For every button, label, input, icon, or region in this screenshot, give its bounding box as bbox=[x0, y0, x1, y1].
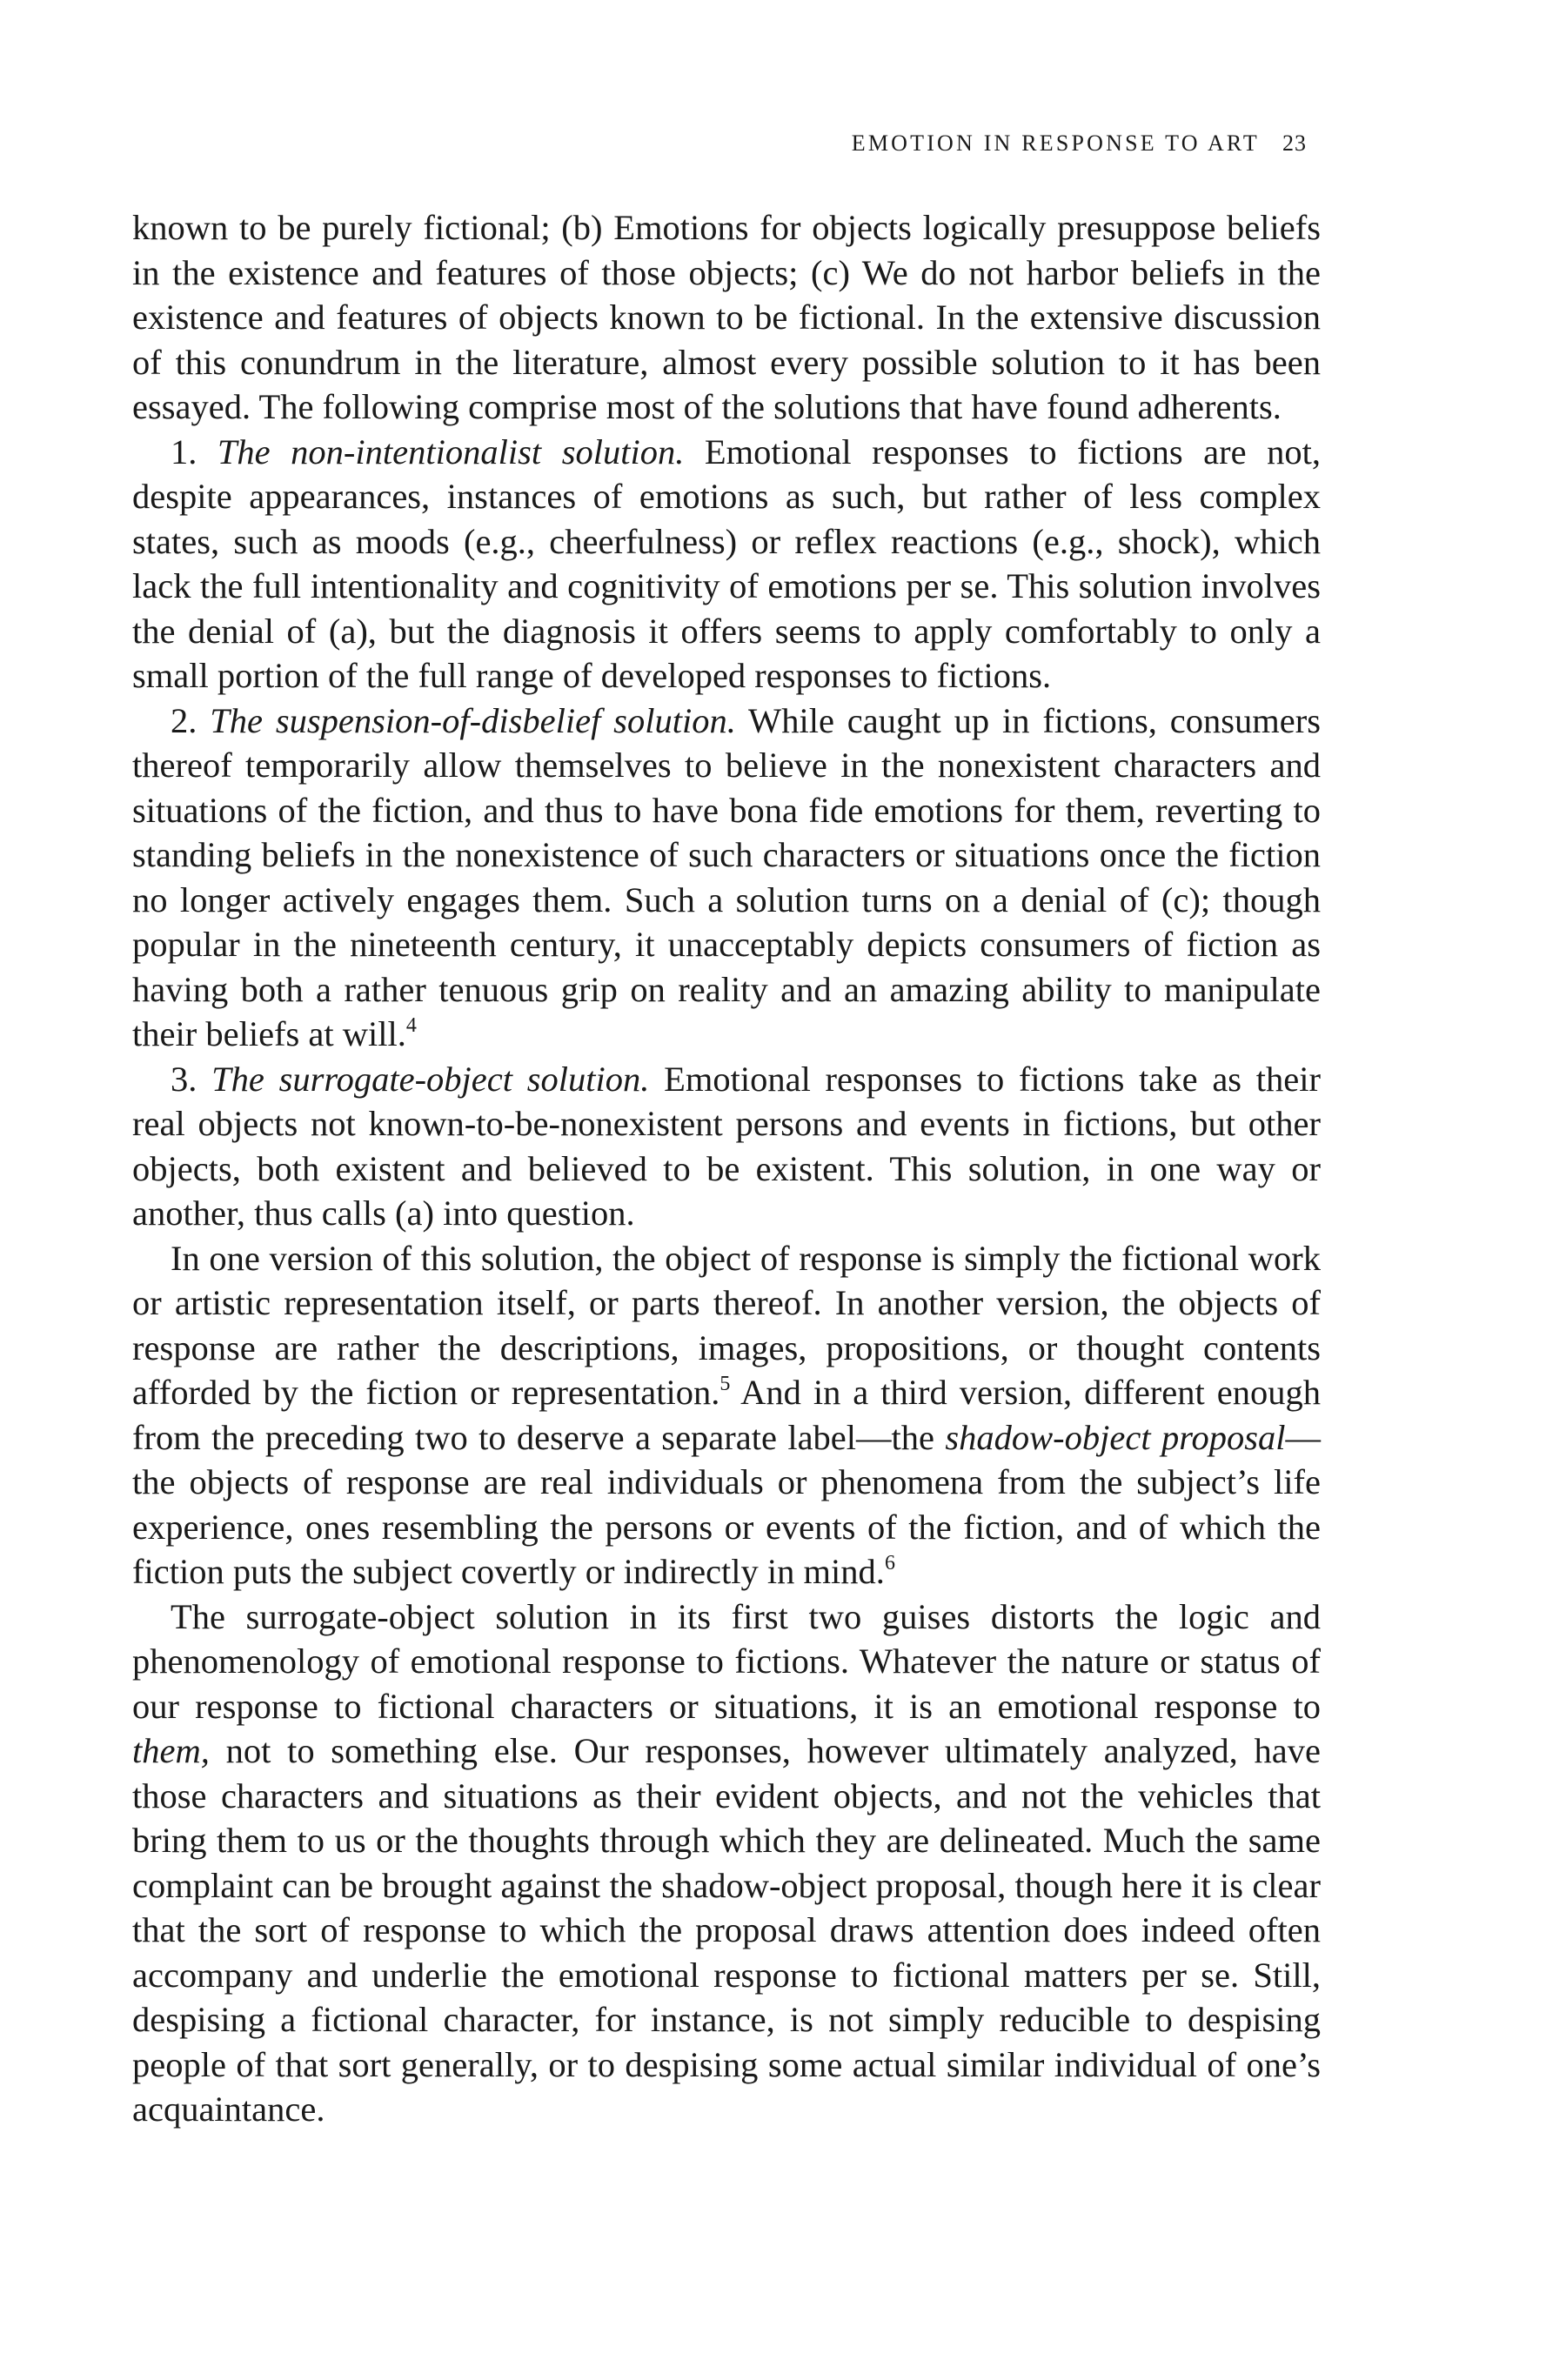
solution-number: 3. bbox=[171, 1059, 197, 1099]
paragraph-text: not to something else. Our responses, however ultimately analyzed, have those characters and situations as their evident objects, and not the vehicles that bring them to us or the thoughts through which they are delineated. Much the same complaint can be brought against the shadow-object proposal, though here it is clear that the sort of response to which the proposal draws attention does indeed often accompany and underlie the emotional response to fictional matters per se. Still, despising a fictional character, for instance, is not simply reducible to despising people of that sort generally, or to despising some actual similar individual of one’s acquaintance. bbox=[132, 1731, 1321, 2129]
paragraph-continuation bbox=[132, 205, 1321, 430]
critique-paragraph bbox=[132, 1594, 1321, 2132]
body-text bbox=[132, 205, 1321, 2132]
solution-2-paragraph bbox=[132, 699, 1321, 1057]
paragraph-text: Emotional responses to fictions take as their real objects not known-to-be-nonexistent persons and events in fictions, but other objects, both existent and believed to be existent. This solution, in one way or another, thus calls (a) into question. bbox=[132, 1059, 1321, 1233]
solution-3-paragraph bbox=[132, 1057, 1321, 1236]
page-number: 23 bbox=[1282, 130, 1307, 156]
running-head-title: EMOTION IN RESPONSE TO ART bbox=[851, 130, 1260, 156]
solution-number: 1. bbox=[171, 431, 197, 471]
footnote-marker: 5 bbox=[719, 1373, 731, 1395]
paragraph-text: While caught up in fictions, consumers thereof temporarily allow themselves to believe in the nonexistent characters and situations of the fiction, and thus to have bona fide emotions for them, reverting to standing beliefs in the nonexistence of such characters or situations once the fiction no longer actively engages them. Such a solution turns on a denial of (c); though popular in the nineteenth century, it unacceptably depicts consumers of fiction as having both a rather tenuous grip on reality and an amazing ability to manipulate their beliefs at will. bbox=[132, 700, 1322, 1053]
paragraph-text: —the objects of response are real individuals or phenomena from the subject’s life experience, ones resembling the persons or events of the fiction, and of which the fiction puts the subject covertly or indirectly in mind. bbox=[132, 1417, 1321, 1591]
paragraph-text: known to be purely fictional; (b) Emotions for objects logically presuppose beliefs in the existence and features of those objects; (c) We do not harbor beliefs in the existence and features of objects known to be fictional. In the extensive discussion of this conundrum in the literature, almost every possible solution to it has been essayed. The following comprise most of the solutions that have found adherents. bbox=[132, 208, 1321, 426]
emphasis-text: them, bbox=[132, 1731, 210, 1770]
footnote-marker: 6 bbox=[884, 1552, 895, 1574]
versions-paragraph bbox=[132, 1236, 1321, 1594]
emphasis-text: shadow-object proposal bbox=[945, 1417, 1286, 1457]
solution-1-paragraph bbox=[132, 430, 1321, 699]
paragraph-text: And in a third version, different enough from the preceding two to deserve a separate label—the bbox=[132, 1373, 1321, 1457]
footnote-marker: 4 bbox=[405, 1014, 417, 1037]
running-head bbox=[132, 130, 1307, 157]
solution-title: The suspension-of-disbelief solution. bbox=[210, 700, 736, 740]
paragraph-text: Emotional responses to fictions are not, despite appearances, instances of emotions as such, but rather of less complex states, such as moods (e.g., cheerfulness) or reflex reactions (e.g., shock), which lack the full intentionality and cognitivity of emotions per se. This solution involves the denial of (a), but the diagnosis it offers seems to apply comfortably to only a small portion of the full range of developed responses to fictions. bbox=[132, 431, 1321, 695]
solution-title: The surrogate-object solution. bbox=[211, 1059, 650, 1099]
solution-title: The non-intentionalist solution. bbox=[217, 431, 685, 471]
paragraph-text: In one version of this solution, the object of response is simply the fictional work or artistic representation itself, or parts thereof. In another version, the objects of response are rather the descriptions, images, propositions, or thought contents afforded by the fiction or representation. bbox=[132, 1238, 1321, 1412]
paragraph-text: The surrogate-object solution in its first two guises distorts the logic and phenomenology of emotional response to fictions. Whatever the nature or status of our response to fictional characters or situations, it is an emotional response to bbox=[132, 1596, 1321, 1726]
solution-number: 2. bbox=[171, 700, 197, 740]
